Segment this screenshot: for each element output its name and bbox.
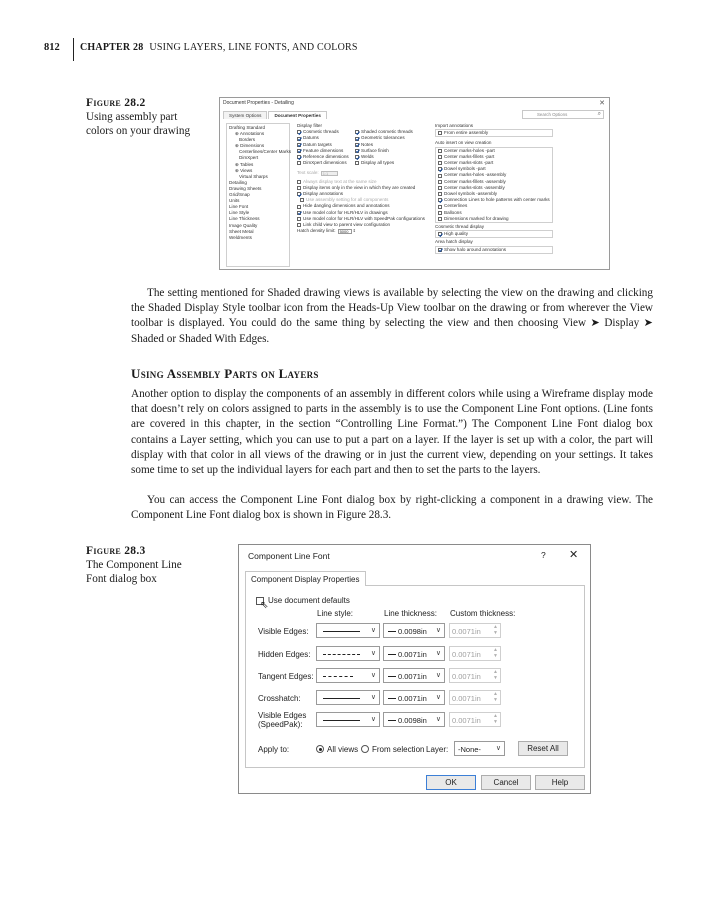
layer-select[interactable] xyxy=(454,741,505,756)
tree-item[interactable]: ⊕ Dimensions xyxy=(235,143,265,149)
checkbox-row[interactable]: Datum targets xyxy=(297,142,355,148)
spinner-icon[interactable]: ⇕ xyxy=(352,228,356,234)
display-filter-left xyxy=(297,129,355,166)
spinner-icon[interactable]: ▲ ▼ xyxy=(493,691,498,703)
thickness-preview xyxy=(388,676,396,677)
figure-label: Figure 28.3 xyxy=(86,545,146,557)
line-style-select[interactable] xyxy=(316,623,380,638)
dialog-tabs xyxy=(223,111,328,119)
tree-item[interactable]: Grid/Snap xyxy=(229,192,250,198)
paragraph: Another option to display the components of an assembly in different colors while using a Wireframe display mode that doesn’t rely on colors assigned to parts in the assembly is to use the Component Line Font options. (Line fonts are covered in this chapter, in the section “Controlling Line Format.”) The Component Line Font dialog box contains a Layer setting, which you can use to put a part on a layer. If the layer is set up with a color, the part will display with that color in all views of the drawing or in just the current view, depending on your settings. It takes some time to set up the individual layers for each part and then to set the parts to the layers. xyxy=(131,388,653,477)
checkbox-row[interactable]: Shaded cosmetic threads xyxy=(355,129,413,135)
checkbox-row[interactable]: Balloons xyxy=(438,210,550,216)
tree-item[interactable]: ⊕ Annotations xyxy=(235,131,265,137)
checkbox[interactable] xyxy=(355,161,359,165)
chevron-down-icon: ∨ xyxy=(435,716,441,723)
from-selection-label: From selection xyxy=(372,745,425,754)
chevron-down-icon: ∨ xyxy=(435,694,441,701)
chapter-title: USING LAYERS, LINE FONTS, AND COLORS xyxy=(149,42,358,53)
checkbox[interactable] xyxy=(438,167,442,171)
display-filter-section xyxy=(297,123,429,234)
search-input[interactable] xyxy=(522,110,604,119)
line-style-select[interactable] xyxy=(316,646,380,661)
ok-button[interactable]: OK xyxy=(426,775,476,790)
checkbox[interactable] xyxy=(355,155,359,159)
thickness-preview xyxy=(388,720,396,721)
custom-thickness-input[interactable]: 0.0071in ▲ ▼ xyxy=(449,690,501,705)
checkbox[interactable] xyxy=(438,198,442,202)
checkbox[interactable] xyxy=(438,211,442,215)
line-style-preview xyxy=(323,654,360,655)
spinner-icon[interactable]: ▲ ▼ xyxy=(493,713,498,725)
custom-thickness-input[interactable]: 0.0071in ▲ ▼ xyxy=(449,712,501,727)
checkbox-row[interactable]: Datums xyxy=(297,135,355,141)
tree-item[interactable]: Drawing Sheets xyxy=(229,185,262,191)
search-placeholder: Search Options xyxy=(537,112,568,117)
checkbox[interactable] xyxy=(438,161,442,165)
checkbox[interactable] xyxy=(355,137,359,141)
checkbox[interactable] xyxy=(297,155,301,159)
thickness-value: 0.0098in xyxy=(398,716,427,725)
checkbox[interactable] xyxy=(438,155,442,159)
annotation-options-section xyxy=(435,123,553,254)
checkbox[interactable] xyxy=(297,186,301,190)
help-icon[interactable]: ? xyxy=(541,550,546,560)
tree-item[interactable]: ⊕ Tables xyxy=(235,161,254,167)
use-defaults-label: Use document defaults xyxy=(268,596,350,605)
section-title: Display filter xyxy=(297,123,323,128)
line-style-preview xyxy=(323,720,360,721)
checkbox[interactable] xyxy=(355,143,359,147)
chapter-label: CHAPTER 28 xyxy=(80,42,144,53)
layer-value: -None- xyxy=(458,745,481,754)
figure-28-3-caption xyxy=(86,544,182,586)
checkbox-row[interactable]: Center marks-holes -part xyxy=(438,148,550,154)
checkbox[interactable] xyxy=(297,180,301,184)
row-label-tangent-edges: Tangent Edges: xyxy=(258,672,314,681)
tree-item[interactable]: Sheet Metal xyxy=(229,228,254,234)
checkbox[interactable] xyxy=(438,192,442,196)
line-style-select[interactable] xyxy=(316,712,380,727)
running-header xyxy=(80,42,358,53)
options-tree xyxy=(226,123,290,267)
import-box xyxy=(435,129,553,137)
figure-label: Figure 28.2 xyxy=(86,97,146,109)
chevron-down-icon: ∨ xyxy=(370,672,376,679)
checkbox[interactable] xyxy=(297,223,301,227)
all-views-radio[interactable] xyxy=(316,745,324,753)
checkbox-row[interactable]: High quality xyxy=(438,231,550,237)
checkbox-row[interactable]: Reference dimensions xyxy=(297,154,355,160)
tree-item[interactable]: ⊕ Views xyxy=(235,167,253,173)
caption-line: Font dialog box xyxy=(86,573,157,585)
chevron-down-icon: ∨ xyxy=(370,650,376,657)
thickness-preview xyxy=(388,698,396,699)
tree-item[interactable]: Image Quality xyxy=(229,222,258,228)
line-thickness-select[interactable] xyxy=(383,623,445,638)
checkbox-row[interactable]: Connection Lines to hole patterns with center marks xyxy=(438,197,550,203)
checkbox[interactable] xyxy=(438,248,442,252)
checkbox[interactable] xyxy=(300,198,304,202)
checkbox-row[interactable]: Center marks-holes -assembly xyxy=(438,172,550,178)
thickness-preview xyxy=(388,631,396,632)
checkbox-row[interactable]: Dowel symbols -part xyxy=(438,166,550,172)
mouse-cursor-icon: ⇖ xyxy=(260,600,269,611)
checkbox-row[interactable]: Use model color for HLR/HLV in drawings xyxy=(297,210,429,216)
tree-item[interactable]: Line Font xyxy=(229,204,249,210)
custom-thickness-input[interactable]: 0.0071in ▲ ▼ xyxy=(449,668,501,683)
spinner-icon[interactable]: ▲ ▼ xyxy=(493,669,498,681)
paragraph: You can access the Component Line Font dialog box by right-clicking a component in a drawing view. The Component Line Font dialog box is shown in Figure 28.3. xyxy=(131,494,653,522)
caption-line: Using assembly part xyxy=(86,111,178,123)
tree-item[interactable]: Units xyxy=(229,198,240,204)
chevron-down-icon: ∨ xyxy=(435,650,441,657)
chevron-down-icon: ∨ xyxy=(370,627,376,634)
display-filter-right xyxy=(355,129,413,166)
dialog-title: Document Properties - Detailing xyxy=(223,100,294,106)
checkbox-row[interactable]: Cosmetic threads xyxy=(297,129,355,135)
text-scale-select[interactable]: 1:1 xyxy=(321,171,338,176)
column-header-thickness: Line thickness: xyxy=(384,609,437,618)
column-header-custom: Custom thickness: xyxy=(450,609,516,618)
close-icon[interactable]: ✕ xyxy=(599,100,605,107)
checkbox[interactable] xyxy=(297,143,301,147)
column-header-style: Line style: xyxy=(317,609,354,618)
auto-insert-box xyxy=(435,147,553,223)
area-hatch-box xyxy=(435,246,553,254)
checkbox-row[interactable]: Dimensions marked for drawing xyxy=(438,216,550,222)
all-views-label: All views xyxy=(327,745,359,754)
tree-item[interactable]: Weldments xyxy=(229,234,252,240)
checkbox-row[interactable]: Center marks-slots -assembly xyxy=(438,185,550,191)
checkbox-row[interactable]: Center marks-slots -part xyxy=(438,160,550,166)
row-label-visible-speedpak-1: Visible Edges xyxy=(258,711,307,720)
line-style-select[interactable] xyxy=(316,690,380,705)
checkbox[interactable] xyxy=(438,205,442,209)
chevron-down-icon: ∨ xyxy=(370,694,376,701)
row-label-crosshatch: Crosshatch: xyxy=(258,694,301,703)
checkbox[interactable] xyxy=(438,131,442,135)
spinner-icon[interactable]: ▲ ▼ xyxy=(493,624,498,636)
thickness-value: 0.0071in xyxy=(398,694,427,703)
line-thickness-select[interactable] xyxy=(383,646,445,661)
checkbox[interactable] xyxy=(297,137,301,141)
checkbox-row[interactable]: Display items only in the view in which they are created xyxy=(297,185,429,191)
section-title: Auto insert on view creation xyxy=(435,140,492,146)
checkbox-row[interactable]: Display annotations xyxy=(297,191,429,197)
component-line-font-dialog xyxy=(238,544,591,794)
row-label-visible-edges: Visible Edges: xyxy=(258,627,309,636)
section-heading: Using Assembly Parts on Layers xyxy=(131,366,319,381)
line-style-preview xyxy=(323,698,360,699)
checkbox-row[interactable]: Use model color for HLR/HLV with SpeedPak configurations xyxy=(297,216,429,222)
tree-item[interactable]: Centerlines/Center Marks xyxy=(239,149,292,155)
checkbox[interactable] xyxy=(438,180,442,184)
checkbox[interactable] xyxy=(297,161,301,165)
search-icon: ⌕ xyxy=(597,111,601,117)
line-style-preview xyxy=(323,676,353,677)
section-title: Area hatch display xyxy=(435,239,473,245)
checkbox[interactable] xyxy=(297,149,301,153)
cancel-button[interactable]: Cancel xyxy=(481,775,531,790)
checkbox-row[interactable]: Show halo around annotations xyxy=(438,247,550,253)
thickness-preview xyxy=(388,654,396,655)
tab-component-display-properties[interactable]: Component Display Properties xyxy=(245,571,366,586)
checkbox-row[interactable]: Always display text at the same size xyxy=(297,179,429,185)
header-divider xyxy=(73,38,74,61)
checkbox-row[interactable]: Display all types xyxy=(355,160,413,166)
page-number: 812 xyxy=(44,42,60,53)
tree-item[interactable]: Line Style xyxy=(229,210,250,216)
tree-item[interactable]: Detailing xyxy=(229,179,247,185)
properties-panel xyxy=(245,585,585,768)
help-button[interactable]: Help xyxy=(535,775,585,790)
hatch-input[interactable]: 5000 xyxy=(338,229,352,234)
checkbox[interactable] xyxy=(297,211,301,215)
chevron-down-icon: ∨ xyxy=(435,627,441,634)
caption-line: colors on your drawing xyxy=(86,125,191,137)
checkbox-row[interactable]: Notes xyxy=(355,142,413,148)
checkbox-row[interactable]: Use assembly setting for all components xyxy=(297,197,429,203)
thickness-value: 0.0071in xyxy=(398,650,427,659)
checkbox-row[interactable]: Surface finish xyxy=(355,148,413,154)
document-properties-dialog xyxy=(219,97,610,270)
checkbox-row[interactable]: Link child view to parent view configuration xyxy=(297,222,429,228)
thickness-value: 0.0098in xyxy=(398,627,427,636)
section-title: Cosmetic thread display xyxy=(435,224,485,230)
chevron-down-icon: ∨ xyxy=(370,716,376,723)
checkbox-row[interactable]: From entire assembly xyxy=(438,130,550,136)
checkbox-row[interactable]: Hide dangling dimensions and annotations xyxy=(297,203,429,209)
tab-system-options[interactable]: System Options xyxy=(223,111,267,119)
spinner-icon[interactable]: ▲ ▼ xyxy=(493,647,498,659)
checkbox[interactable] xyxy=(438,174,442,178)
apply-to-label: Apply to: xyxy=(258,745,290,754)
reset-all-button[interactable]: Reset All xyxy=(518,741,568,756)
chevron-down-icon: ∨ xyxy=(435,672,441,679)
layer-label: Layer: xyxy=(426,745,449,754)
row-label-hidden-edges: Hidden Edges: xyxy=(258,650,311,659)
custom-thickness-input[interactable]: 0.0071in ▲ ▼ xyxy=(449,646,501,661)
checkbox[interactable] xyxy=(438,232,442,236)
tree-item[interactable]: Line Thickness xyxy=(229,216,260,222)
tree-item[interactable]: Drafting Standard xyxy=(229,125,266,130)
cosmetic-box xyxy=(435,230,553,238)
tree-item[interactable]: Virtual Sharps xyxy=(239,173,268,179)
checkbox[interactable] xyxy=(297,192,301,196)
custom-thickness-input[interactable]: 0.0071in ▲ ▼ xyxy=(449,623,501,638)
checkbox[interactable] xyxy=(355,130,359,134)
checkbox-row[interactable]: Welds xyxy=(355,154,413,160)
from-selection-radio[interactable] xyxy=(361,745,369,753)
row-label-visible-speedpak-2: (SpeedPak): xyxy=(258,720,303,729)
figure-28-2-caption xyxy=(86,96,190,138)
checkbox[interactable] xyxy=(438,186,442,190)
line-thickness-select[interactable] xyxy=(383,712,445,727)
section-title: Import annotations xyxy=(435,123,474,128)
close-icon[interactable]: ✕ xyxy=(569,549,579,561)
chevron-down-icon: ∨ xyxy=(495,745,501,752)
checkbox-row[interactable]: Center marks-fillets -part xyxy=(438,154,550,160)
caption-line: The Component Line xyxy=(86,559,182,571)
checkbox[interactable] xyxy=(297,205,301,209)
checkbox[interactable] xyxy=(438,217,442,221)
dialog-title: Component Line Font xyxy=(248,551,330,561)
thickness-value: 0.0071in xyxy=(398,672,427,681)
line-thickness-select[interactable] xyxy=(383,690,445,705)
checkbox[interactable] xyxy=(355,149,359,153)
line-style-select[interactable] xyxy=(316,668,380,683)
paragraph: The setting mentioned for Shaded drawing views is available by selecting the view on the drawing and clicking the Shaded Display Style toolbar icon from the Heads-Up View toolbar on the drawing or from wherever the View toolbar is displayed. You could do the same thing by selecting the view and then choosing View ➤ Display ➤ Shaded or Shaded With Edges. xyxy=(131,287,653,345)
checkbox-row[interactable]: DimXpert dimensions xyxy=(297,160,355,166)
text-scale-row: Text scale: 1:1 xyxy=(297,170,429,176)
checkbox[interactable] xyxy=(297,130,301,134)
checkbox[interactable] xyxy=(297,217,301,221)
tree-item[interactable]: DimXpert xyxy=(239,155,259,161)
checkbox-row[interactable]: Geometric tolerances xyxy=(355,135,413,141)
checkbox[interactable] xyxy=(438,149,442,153)
hatch-row: Hatch density limit: 5000 ⇕ xyxy=(297,228,356,234)
checkbox-row[interactable]: Dowel symbols -assembly xyxy=(438,191,550,197)
tab-document-properties[interactable]: Document Properties xyxy=(268,111,326,119)
line-style-preview xyxy=(323,631,360,632)
checkbox-row[interactable]: Center marks-fillets -assembly xyxy=(438,179,550,185)
checkbox-row[interactable]: Feature dimensions xyxy=(297,148,355,154)
line-thickness-select[interactable] xyxy=(383,668,445,683)
checkbox-row[interactable]: Centerlines xyxy=(438,203,550,209)
tree-item[interactable]: Borders xyxy=(239,137,256,143)
